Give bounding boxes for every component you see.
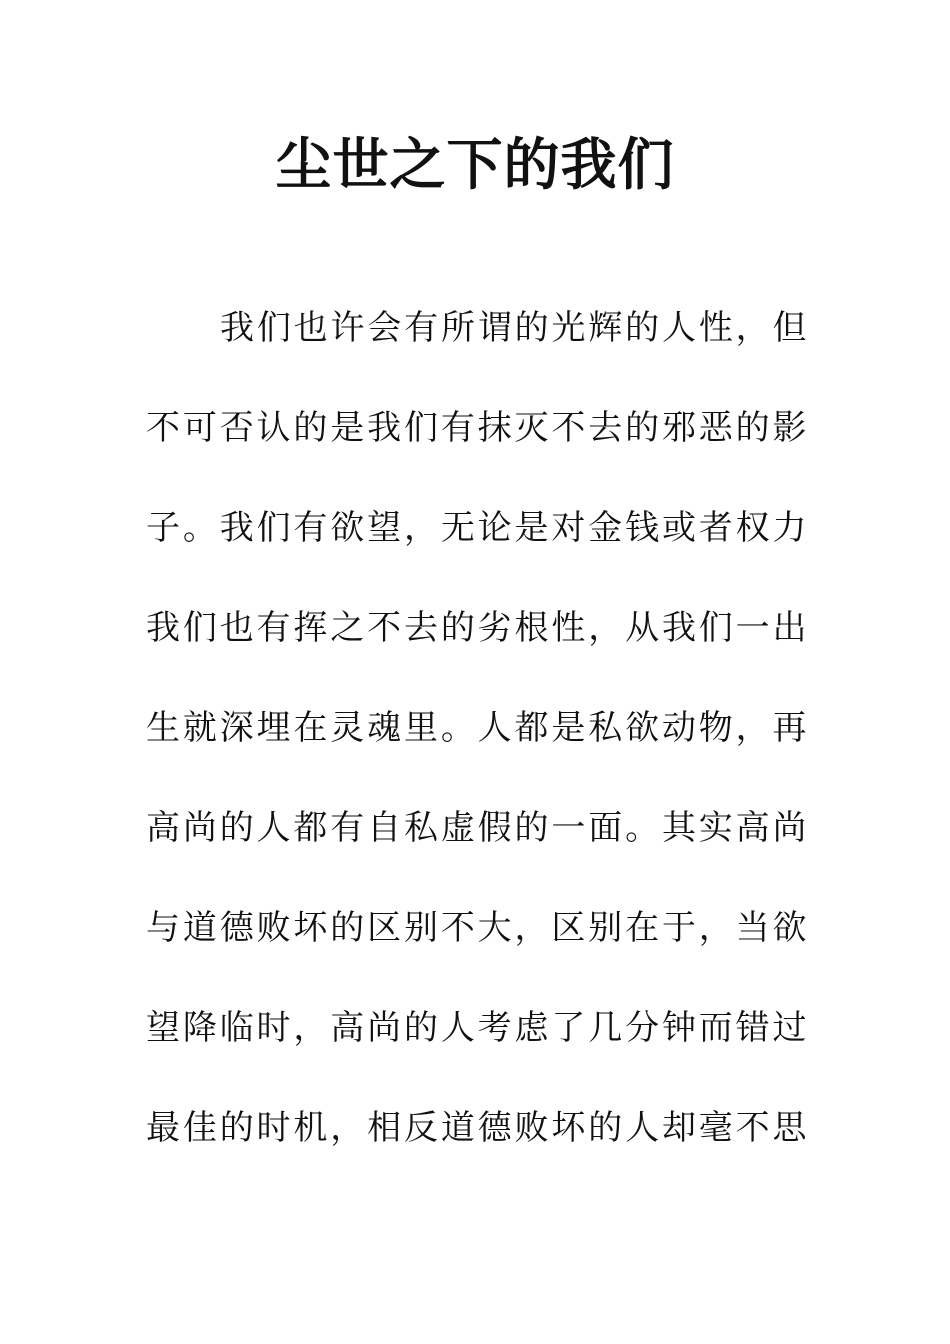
body-line: 我们也有挥之不去的劣根性，从我们一出 <box>146 608 808 648</box>
body-line: 生就深埋在灵魂里。人都是私欲动物，再 <box>146 708 808 748</box>
body-line: 我们也许会有所谓的光辉的人性，但 <box>220 308 808 348</box>
body-line: 子。我们有欲望，无论是对金钱或者权力 <box>146 508 808 548</box>
document-title: 尘世之下的我们 <box>275 133 675 198</box>
document-body <box>146 304 808 1204</box>
body-line: 与道德败坏的区别不大，区别在于，当欲 <box>146 908 808 948</box>
body-line: 高尚的人都有自私虚假的一面。其实高尚 <box>146 808 808 848</box>
body-line: 不可否认的是我们有抹灭不去的邪恶的影 <box>146 408 808 448</box>
body-line: 最佳的时机，相反道德败坏的人却毫不思 <box>146 1108 808 1148</box>
body-line: 望降临时，高尚的人考虑了几分钟而错过 <box>146 1008 808 1048</box>
